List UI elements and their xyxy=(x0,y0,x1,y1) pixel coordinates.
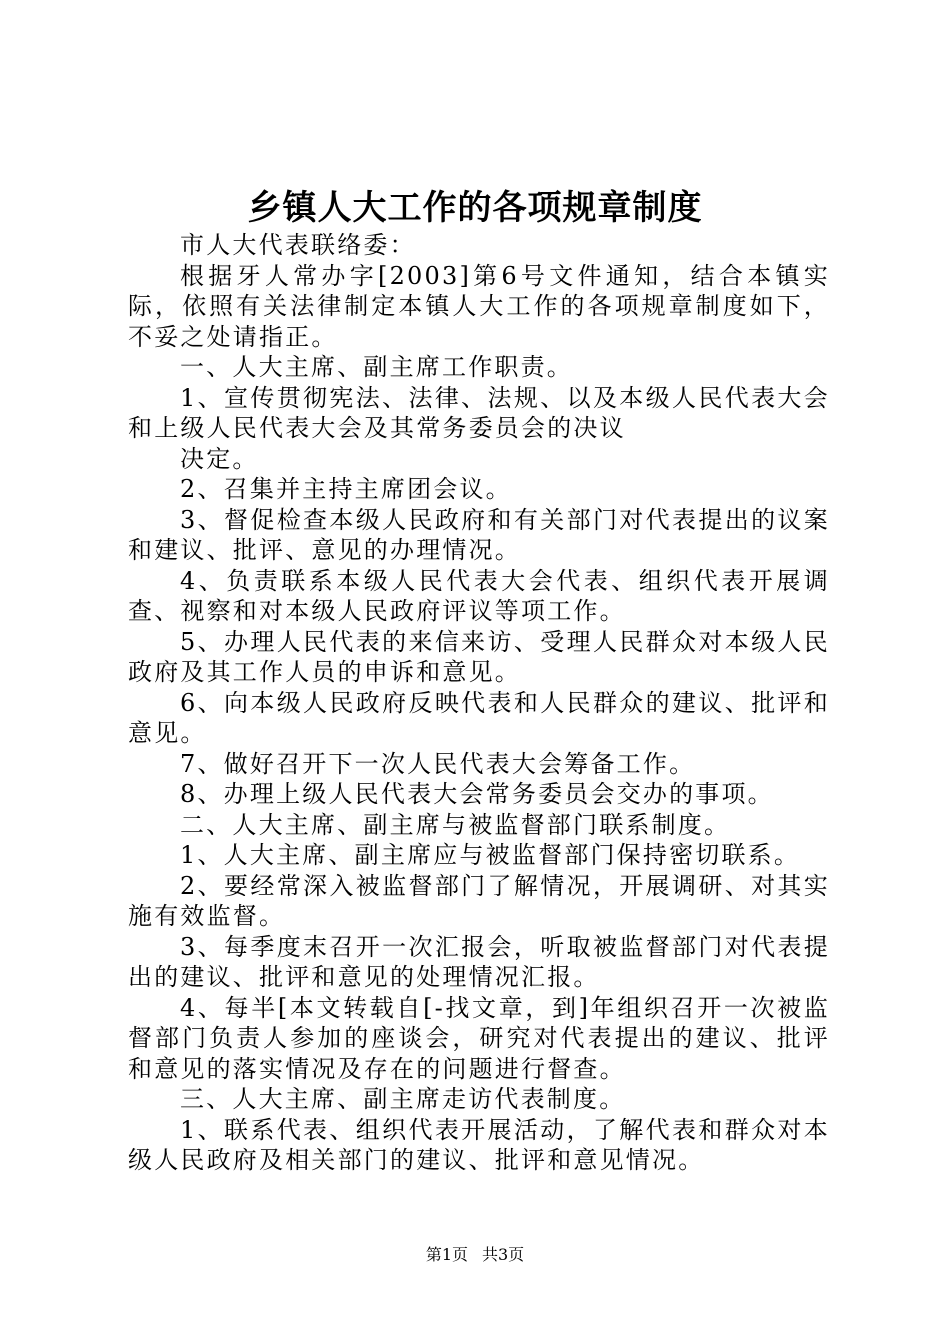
document-body xyxy=(128,230,830,1176)
list-item: 3、每季度末召开一次汇报会，听取被监督部门对代表提出的建议、批评和意见的处理情况汇报。 xyxy=(128,932,830,991)
section-heading-2: 二、人大主席、副主席与被监督部门联系制度。 xyxy=(180,810,731,839)
list-item: 5、办理人民代表的来信来访、受理人民群众对本级人民政府及其工作人员的申诉和意见。 xyxy=(128,627,830,686)
section-heading-1: 一、人大主席、副主席工作职责。 xyxy=(180,353,573,381)
list-item: 1、人大主席、副主席应与被监督部门保持密切联系。 xyxy=(180,841,801,869)
list-item: 7、做好召开下一次人民代表大会筹备工作。 xyxy=(180,749,696,778)
page-footer xyxy=(0,1244,950,1266)
list-item: 4、每半[本文转载自[-找文章，到]年组织召开一次被监督部门负责人参加的座谈会，研究对代表提出的建议、批评和意见的落实情况及存在的问题进行督查。 xyxy=(128,993,830,1083)
section-heading-3: 三、人大主席、副主席走访代表制度。 xyxy=(180,1085,626,1113)
list-item: 8、办理上级人民代表大会常务委员会交办的事项。 xyxy=(180,780,774,808)
paragraph-intro: 根据牙人常办字[2003]第6号文件通知，结合本镇实际，依照有关法律制定本镇人大工作的各项规章制度如下，不妥之处请指正。 xyxy=(128,261,830,351)
list-item: 3、督促检查本级人民政府和有关部门对代表提出的议案和建议、批评、意见的办理情况。 xyxy=(128,505,830,564)
list-item: 2、要经常深入被监督部门了解情况，开展调研、对其实施有效监督。 xyxy=(128,871,830,930)
document-title: 乡镇人大工作的各项规章制度 xyxy=(247,188,703,228)
list-item: 1、宣传贯彻宪法、法律、法规、以及本级人民代表大会和上级人民代表大会及其常务委员会的决议 xyxy=(128,383,830,442)
page-number: 第1页 xyxy=(425,1245,468,1264)
list-item-continuation: 决定。 xyxy=(180,444,259,473)
list-item: 6、向本级人民政府反映代表和人民群众的建议、批评和意见。 xyxy=(128,688,830,747)
page-total: 共3页 xyxy=(482,1245,525,1264)
list-item: 4、负责联系本级人民代表大会代表、组织代表开展调查、视察和对本级人民政府评议等项工作。 xyxy=(128,566,830,625)
list-item: 1、联系代表、组织代表开展活动，了解代表和群众对本级人民政府及相关部门的建议、批评和意见情况。 xyxy=(128,1115,830,1174)
list-item: 2、召集并主持主席团会议。 xyxy=(180,475,512,503)
salutation: 市人大代表联络委： xyxy=(180,231,416,259)
